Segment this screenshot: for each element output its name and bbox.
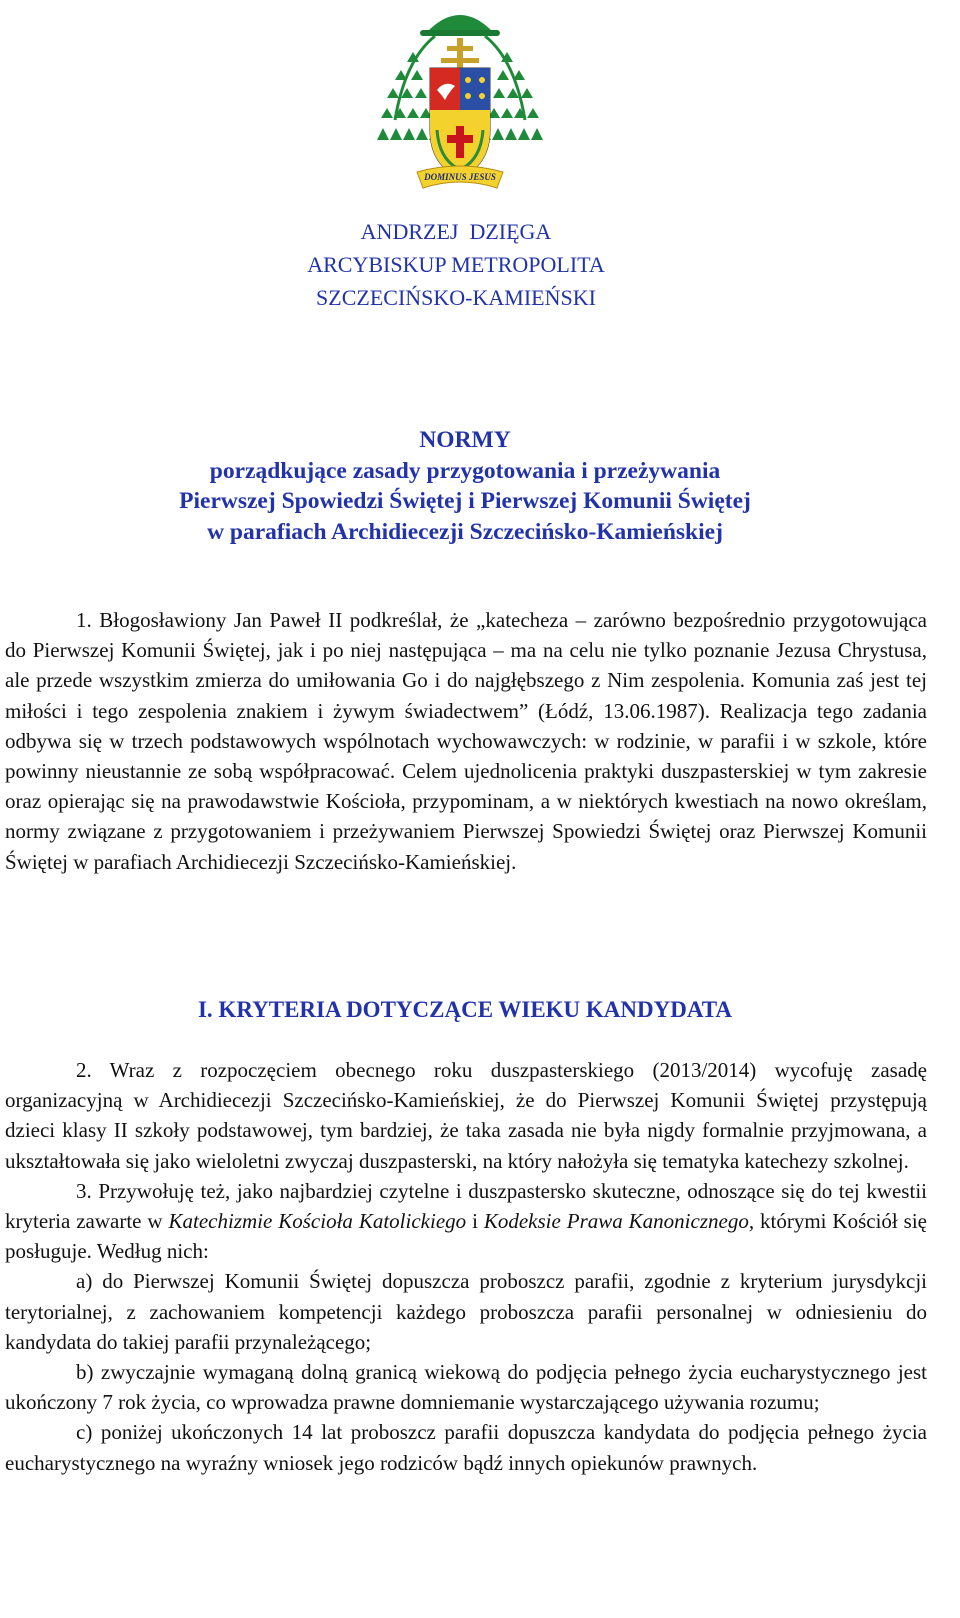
catechism-reference: Katechizmie Kościoła Katolickiego (168, 1209, 467, 1234)
section-body (5, 1055, 927, 1478)
paragraph-3-text-c: którymi Kościół się posługuje. Według nich: (5, 1209, 927, 1264)
title-line-1: NORMY (419, 427, 511, 453)
paragraph-3 (5, 1176, 927, 1267)
paragraph-1-tasks: Realizacja tego zadania odbywa się w trzech podstawowych wspólnotach wychowawczych: w rodzinie, w parafii i w szkole, które powinny nieustannie ze sobą współpracować. (5, 698, 927, 784)
coat-of-arms-emblem (365, 0, 555, 212)
header-block (0, 215, 912, 314)
archbishop-name: ANDRZEJ DZIĘGA (360, 219, 552, 244)
paragraph-1-purpose: Celem ujednolicenia praktyki duszpasterskiej w tym zakresie oraz opierając się na prawodawstwie Kościoła, przypominam, a w niektórych kwestiach na nowo określam, normy związane z przygotowaniem i przeżywaniem Pierwszej Spowiedzi Świętej oraz Pierwszej Komunii Świętej w parafiach Archidiecezji Szczecińsko-Kamieńskiej. (5, 759, 928, 874)
paragraph-1 (5, 605, 927, 877)
archbishop-title: ARCYBISKUP METROPOLITA (307, 252, 605, 277)
title-line-2: porządkujące zasady przygotowania i przeżywania (209, 457, 721, 484)
paragraph-3-text-a: 3. Przywołuję też, jako najbardziej czytelne i duszpastersko skuteczne, odnoszące się do tej kwestii kryteria zawarte w (5, 1178, 927, 1234)
list-item-a: a) do Pierwszej Komunii Świętej dopuszcza proboszcz parafii, zgodnie z kryterium jurysdykcji terytorialnej, z zachowaniem kompetencji każdego proboszcza parafii personalnej w odniesieniu do kandydata do takiej parafii przynależącego; (5, 1269, 927, 1354)
canon-law-reference: Kodeksie Prawa Kanonicznego, (483, 1209, 755, 1234)
archdiocese-name: SZCZECIŃSKO-KAMIEŃSKI (316, 285, 596, 310)
paragraph-1-quote: 1. Błogosławiony Jan Paweł II podkreślał, że „katecheza – zarówno bezpośrednio przygotowująca do Pierwszej Komunii Świętej, jak i po niej następująca – ma na celu nie tylko poznanie Jezusa Chrystusa, ale przede wszystkim zmierza do umiłowania Go i do najgłębszego z Nim zespolenia. Komunia zaś jest tej miłości i tego zespolenia znakiem i żywym świadectwem” (Łódź, 13.06.1987). (5, 608, 927, 723)
list-item-c: c) poniżej ukończonych 14 lat proboszcz parafii dopuszcza kandydata do podjęcia pełnego życia eucharystycznego na wyraźny wniosek jego rodziców bądź innych opiekunów prawnych. (5, 1420, 927, 1475)
title-line-3: Pierwszej Spowiedzi Świętej i Pierwszej Komunii Świętej (179, 488, 751, 514)
section-heading: I. KRYTERIA DOTYCZĄCE WIEKU KANDYDATA (197, 997, 732, 1022)
title-line-4: w parafiach Archidiecezji Szczecińsko-Kamieńskiej (207, 518, 723, 545)
document-title (0, 425, 930, 547)
motto-text: DOMINUS JESUS (424, 172, 496, 182)
paragraph-3-text-b: i (466, 1209, 484, 1234)
list-item-b: b) zwyczajnie wymaganą dolną granicą wiekową do podjęcia pełnego życia eucharystycznego jest ukończony 7 rok życia, co wprowadza prawne domniemanie wystarczającego używania rozumu; (5, 1360, 927, 1415)
paragraph-2: 2. Wraz z rozpoczęciem obecnego roku duszpasterskiego (2013/2014) wycofuję zasadę organizacyjną w Archidiecezji Szczecińsko-Kamieńskiej, że do Pierwszej Komunii Świętej przystępują dzieci klasy II szkoły podstawowej, tym bardziej, że taka zasada nie była nigdy formalnie przyjmowana, a ukształtowała się jako wieloletni zwyczaj duszpasterski, na który nałożyła się tematyka katechezy szkolnej. (5, 1058, 927, 1173)
